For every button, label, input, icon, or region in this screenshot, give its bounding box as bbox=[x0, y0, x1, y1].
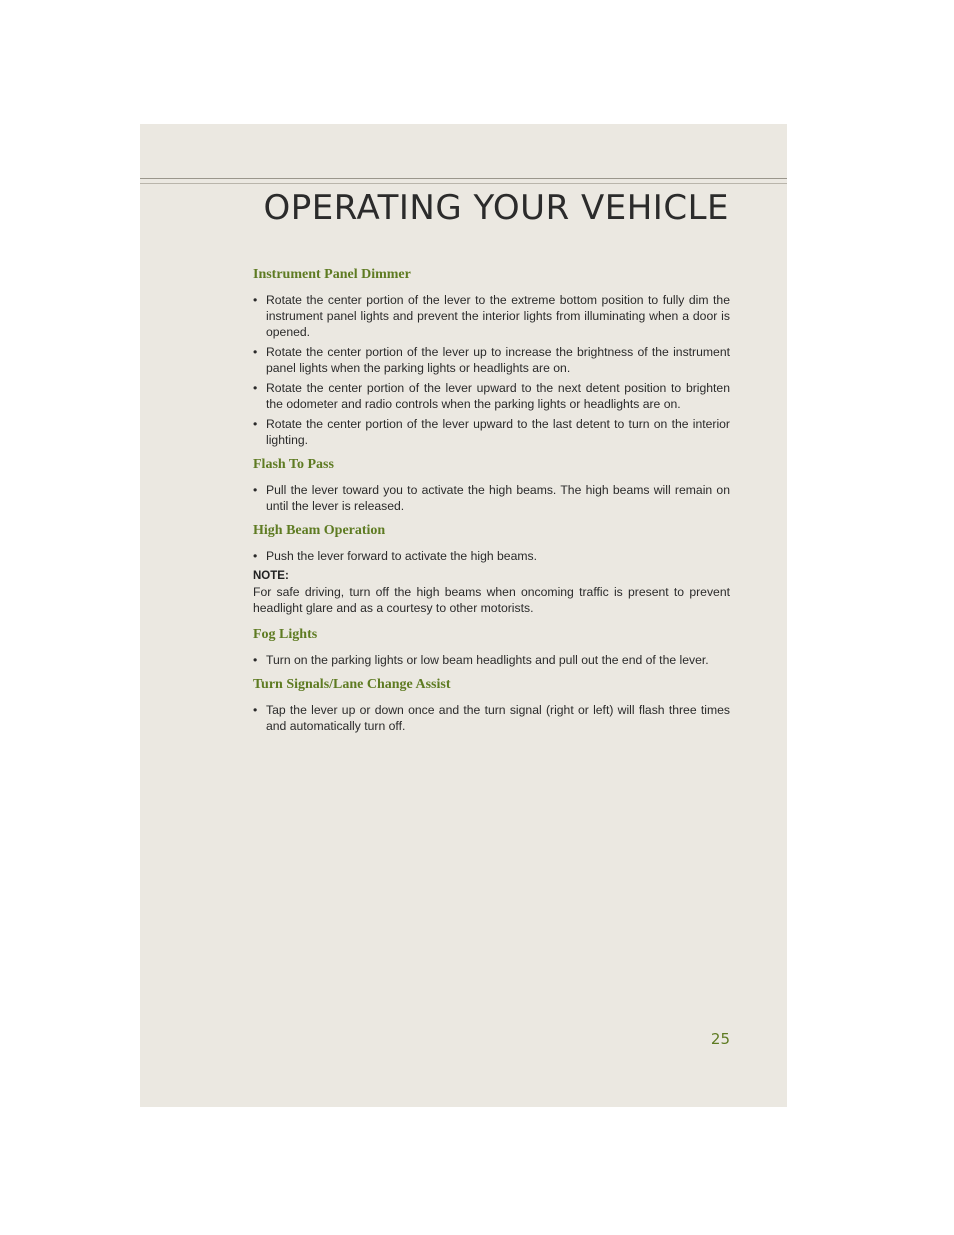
section-heading: Turn Signals/Lane Change Assist bbox=[253, 677, 451, 692]
bullet-text: Rotate the center portion of the lever upward to the last detent to turn on the interior lighting. bbox=[266, 417, 730, 447]
section-title: OPERATING YOUR VEHICLE bbox=[263, 188, 729, 228]
bullet-item bbox=[253, 702, 730, 734]
note-label: NOTE: bbox=[253, 570, 289, 582]
section-flash-to-pass bbox=[253, 456, 730, 514]
bullet-symbol: • bbox=[253, 345, 258, 359]
bullet-item bbox=[253, 482, 730, 514]
bullet-item bbox=[253, 652, 730, 668]
bullet-item bbox=[253, 292, 730, 340]
bullet-text: Turn on the parking lights or low beam headlights and pull out the end of the lever. bbox=[266, 653, 709, 667]
bullet-text: Rotate the center portion of the lever up to increase the brightness of the instrument panel lights when the parking lights or headlights are on. bbox=[266, 345, 730, 375]
section-heading: Instrument Panel Dimmer bbox=[253, 267, 411, 282]
page-content bbox=[253, 266, 730, 742]
section-heading: High Beam Operation bbox=[253, 523, 386, 538]
section-heading: Flash To Pass bbox=[253, 457, 334, 472]
header-rule-bottom bbox=[140, 183, 787, 184]
bullet-text: Push the lever forward to activate the high beams. bbox=[266, 549, 537, 563]
bullet-symbol: • bbox=[253, 653, 258, 667]
bullet-symbol: • bbox=[253, 549, 258, 563]
bullet-item bbox=[253, 416, 730, 448]
header-rule-top bbox=[140, 178, 787, 179]
section-instrument-panel-dimmer bbox=[253, 266, 730, 448]
bullet-item bbox=[253, 548, 730, 564]
page-number: 25 bbox=[710, 1030, 730, 1048]
section-high-beam-operation bbox=[253, 522, 730, 616]
bullet-symbol: • bbox=[253, 483, 258, 497]
bullet-item bbox=[253, 344, 730, 376]
bullet-symbol: • bbox=[253, 381, 258, 395]
section-fog-lights bbox=[253, 626, 730, 668]
section-turn-signals bbox=[253, 676, 730, 734]
bullet-text: Rotate the center portion of the lever upward to the next detent position to brighten the odometer and radio controls when the parking lights or headlights are on. bbox=[266, 381, 730, 411]
bullet-list bbox=[253, 292, 730, 448]
bullet-text: Rotate the center portion of the lever to the extreme bottom position to fully dim the instrument panel lights and prevent the interior lights from illuminating when a door is opened. bbox=[266, 293, 730, 339]
bullet-list bbox=[253, 702, 730, 734]
section-heading: Fog Lights bbox=[253, 627, 318, 642]
bullet-list bbox=[253, 652, 730, 668]
bullet-item bbox=[253, 380, 730, 412]
bullet-symbol: • bbox=[253, 417, 258, 431]
note-text: For safe driving, turn off the high beams when oncoming traffic is present to prevent headlight glare and as a courtesy to other motorists. bbox=[253, 585, 730, 615]
bullet-list bbox=[253, 548, 730, 564]
bullet-list bbox=[253, 482, 730, 514]
bullet-text: Pull the lever toward you to activate the high beams. The high beams will remain on until the lever is released. bbox=[266, 483, 730, 513]
bullet-text: Tap the lever up or down once and the turn signal (right or left) will flash three times and automatically turn off. bbox=[266, 703, 730, 733]
bullet-symbol: • bbox=[253, 293, 258, 307]
bullet-symbol: • bbox=[253, 703, 258, 717]
